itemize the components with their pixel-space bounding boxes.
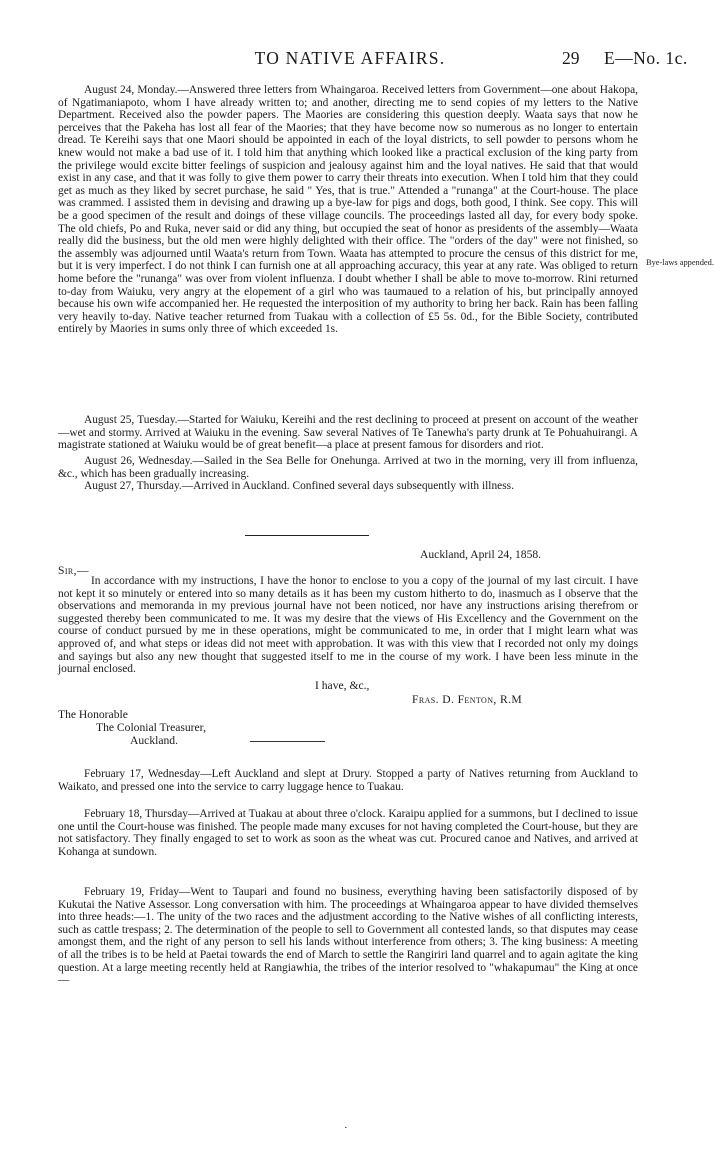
journal-entry-august-26: August 26, Wednesday.—Sailed in the Sea Belle for Onehunga. Arrived at two in the morning, very ill from influenza, &c., which has been gradually increasing. bbox=[58, 455, 638, 480]
journal-entry-august-27: August 27, Thursday.—Arrived in Auckland. Confined several days subsequently with illness. bbox=[84, 480, 514, 492]
short-divider bbox=[250, 741, 325, 742]
addressee-line-1: The Honorable bbox=[58, 708, 128, 721]
running-title: TO NATIVE AFFAIRS. bbox=[254, 48, 446, 68]
page-header bbox=[0, 48, 700, 72]
journal-entry-february-18: February 18, Thursday—Arrived at Tuakau at about three o'clock. Karaipu applied for a summons, but I declined to issue one until the Court-house was finished. The people made many excuses for not having completed the Court-house, but they are not satisfactory. They finally engaged to set to work as soon as the wheat was cut. Procured canoe and Natives, and arrived at Kohanga at sundown. bbox=[58, 808, 638, 858]
journal-entry-february-19: February 19, Friday—Went to Taupari and found no business, everything having been satisfactorily disposed of by Kukutai the Native Assessor. Long conversation with him. The proceedings at Whaingaroa appear to have divided themselves into three heads:—1. The unity of the two races and the adjustment according to the Native wishes of all conflicting interests, such as cattle trespass; 2. The determination of the people to sell to Government all contested lands, so that disputes may cease amongst them, and the right of any person to sell his lands without interference from others; 3. The king business: A meeting of all the tribes is to be held at Paetai towards the end of March to settle the Rangiriri land quarrel and to again agitate the king question. At a large meeting recently held at Rangiawhia, the tribes of the interior resolved to "whakapumau" the King at once— bbox=[58, 886, 638, 987]
addressee-line-3: Auckland. bbox=[130, 734, 178, 747]
page-number: 29 bbox=[562, 48, 580, 68]
journal-entry-august-25: August 25, Tuesday.—Started for Waiuku, Kereihi and the rest declining to proceed at present on account of the weather—wet and stormy. Arrived at Waiuku in the evening. Saw several Natives of Te Tanewha's party drunk at Te Pohuahuirangi. A magistrate stationed at Waiuku would be of great benefit—a place at present famous for disorders and riot. bbox=[58, 414, 638, 452]
letter-body: In accordance with my instructions, I have the honor to enclose to you a copy of the journal of my last circuit. I have not kept it so minutely or entered into so many details as it has been my custom hitherto to do, inasmuch as I observe that the observations and memoranda in my previous journal have not been noticed, nor have any instructions arising therefrom or suggested thereby been communicated to me. It was my desire that the views of His Excellency and the Government on the course of conduct pursued by me in these operations, might be communicated to me, in order that I might learn what was approved of, and what steps or ideas did not meet with approbation. It was with this view that I recorded not only my doings and sayings but also any new thought that suggested itself to me in the course of my work. I have been less minute in the journal enclosed. bbox=[58, 575, 638, 676]
footer-mark: · bbox=[344, 1122, 348, 1134]
section-divider bbox=[245, 535, 369, 536]
journal-entry-february-17: February 17, Wednesday—Left Auckland and slept at Drury. Stopped a party of Natives returning from Auckland to Waikato, and pressed one into the service to carry luggage hence to Tuakau. bbox=[58, 768, 638, 793]
letter-closing: I have, &c., bbox=[315, 679, 370, 692]
journal-entry-august-24: August 24, Monday.—Answered three letters from Whaingaroa. Received letters from Government—one about Hakopa, of Ngatimaniapoto, whom I have already written to; and another, directing me to send copies of my letters to the Native Department. Received also the powder papers. The Maories are considering this question deeply. Waata says that now he perceives that the Pakeha has lost all fear of the Maories; that they have become now so numerous as no longer to entertain dread. Te Kereihi says that one Maori should be appointed in each of the loyal districts, to sell powder to persons whom he knew would not make a bad use of it. I told him that anything which looked like a practical exclusion of the king party from the privilege would excite bitter feelings of suspicion and jealousy against him and the loyal natives. He said that that would exist in any case, and that it was folly to give them power to carry their threats into execution. When I told him that they could get as much as they liked by secret purchase, he said " Yes, that is true." Attended a "runanga" at the Court-house. The place was crammed. I assisted them in devising and drawing up a bye-law for pigs and dogs, both good, I think. See copy. This will be a good specimen of the result and doings of these village councils. The proceedings lasted all day, for every body spoke. The old chiefs, Po and Ruka, never said or did any thing, but occupied the seat of honor as presidents of the assembly—Waata really did the business, but the old men were highly delighted with their office. The "orders of the day" were not finished, so the assembly was adjourned until Waata's return from Town. Waata has attempted to procure the census of this district for me, but it is very imperfect. I do not think I can furnish one at all approaching accuracy, this year at any rate. Was obliged to return home before the "runanga" was over from violent influenza. I doubt whether I shall be able to move to-morrow. Rini returned to-day from Waiuku, very angry at the elopement of a girl who was taumaued to a relation of his, but principally annoyed because his own wife accompanied her. He requested the interposition of my authority to bring her back. Rain has been falling very heavily to-day. Native teacher returned from Tuakau with a collection of £5 5s. 0d., for the Bible Society, contributed entirely by Maories in sums only three of which exceeded 1s. bbox=[58, 84, 638, 336]
letter-place-date: Auckland, April 24, 1858. bbox=[420, 548, 542, 561]
letter-salutation: Sir,— bbox=[58, 564, 89, 577]
addressee-line-2: The Colonial Treasurer, bbox=[96, 721, 206, 734]
margin-note: Bye-laws appended. bbox=[646, 258, 714, 267]
document-code: E—No. 1c. bbox=[604, 48, 688, 68]
letter-signature: Fras. D. Fenton, R.M bbox=[412, 693, 523, 706]
